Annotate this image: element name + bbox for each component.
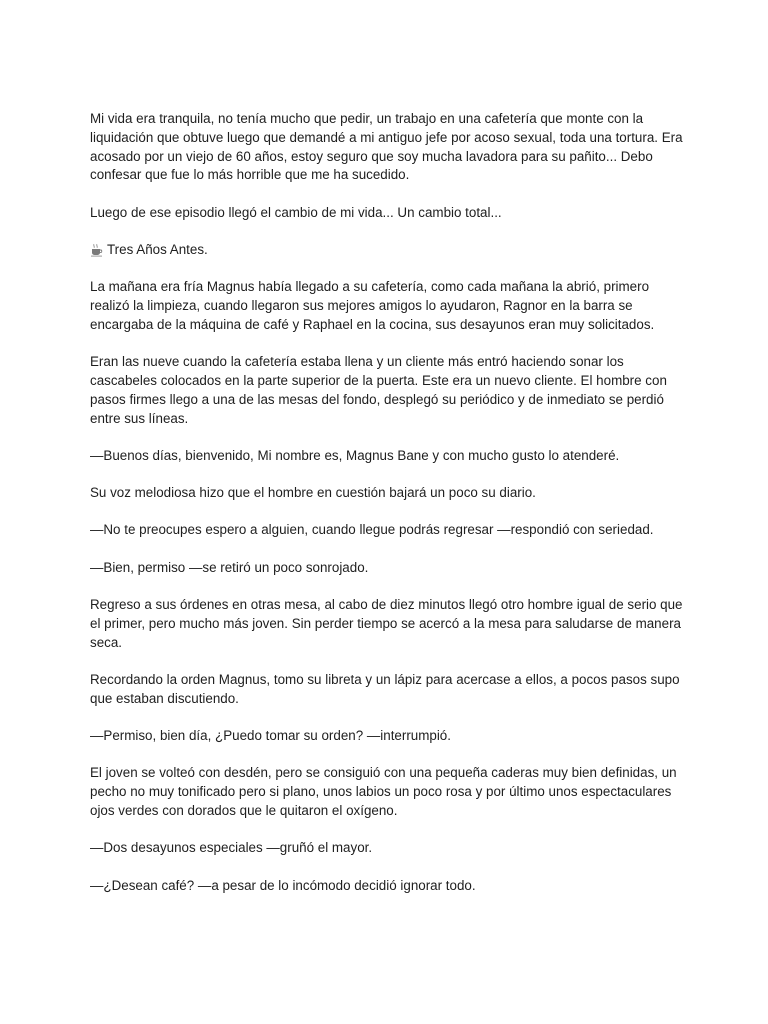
- paragraph-young-man: El joven se volteó con desdén, pero se consiguió con una pequeña caderas muy bien definidas, un pecho no muy tonificado pero si plano, unos labios un poco rosa y por último unos espectaculares ojos verdes con dorados que le quitaron el oxígeno.: [90, 765, 677, 818]
- hot-beverage-icon: [90, 243, 103, 257]
- paragraph-interrupt: —Permiso, bien día, ¿Puedo tomar su orden? —interrumpió.: [90, 728, 451, 744]
- paragraph-intro: Mi vida era tranquila, no tenía mucho que pedir, un trabajo en una cafetería que monte con la liquidación que obtuve luego que demandé a mi antiguo jefe por acoso sexual, toda una tortura. Era acosado por un viejo de 60 años, estoy seguro que soy mucha lavadora para su pañito... Debo confesar que fue lo más horrible que me ha sucedido.: [90, 111, 683, 183]
- section-heading-text: Tres Años Antes.: [107, 241, 208, 257]
- paragraph-new-client: Eran las nueve cuando la cafetería estaba llena y un cliente más entró haciendo sonar los cascabeles colocados en la parte superior de la puerta. Este era un nuevo cliente. El hombre con pasos firmes llego a una de las mesas del fondo, desplegó su periódico y de inmediato se perdió entre sus líneas.: [90, 354, 667, 426]
- paragraph-greeting: —Buenos días, bienvenido, Mi nombre es, Magnus Bane y con mucho gusto lo atenderé.: [90, 447, 620, 463]
- paragraph-order: Recordando la orden Magnus, tomo su libreta y un lápiz para acercase a ellos, a pocos pasos supo que estaban discutiendo.: [90, 671, 680, 706]
- document-body: [90, 110, 690, 914]
- paragraph-change: Luego de ese episodio llegó el cambio de mi vida... Un cambio total...: [90, 204, 502, 220]
- section-heading: [90, 241, 690, 260]
- paragraph-second-man: Regreso a sus órdenes en otras mesa, al cabo de diez minutos llegó otro hombre igual de serio que el primer, pero mucho más joven. Sin perder tiempo se acercó a la mesa para saludarse de manera seca.: [90, 597, 683, 650]
- paragraph-waiting: —No te preocupes espero a alguien, cuando llegue podrás regresar —respondió con seriedad.: [90, 522, 654, 538]
- paragraph-breakfasts: —Dos desayunos especiales —gruñó el mayor.: [90, 840, 373, 856]
- paragraph-coffee: —¿Desean café? —a pesar de lo incómodo decidió ignorar todo.: [90, 877, 476, 893]
- paragraph-retreat: —Bien, permiso —se retiró un poco sonrojado.: [90, 559, 369, 575]
- paragraph-morning: La mañana era fría Magnus había llegado a su cafetería, como cada mañana la abrió, primero realizó la limpieza, cuando llegaron sus mejores amigos lo ayudaron, Ragnor en la barra se encargaba de la máquina de café y Raphael en la cocina, sus desayunos eran muy solicitados.: [90, 279, 655, 332]
- paragraph-voice: Su voz melodiosa hizo que el hombre en cuestión bajará un poco su diario.: [90, 485, 536, 501]
